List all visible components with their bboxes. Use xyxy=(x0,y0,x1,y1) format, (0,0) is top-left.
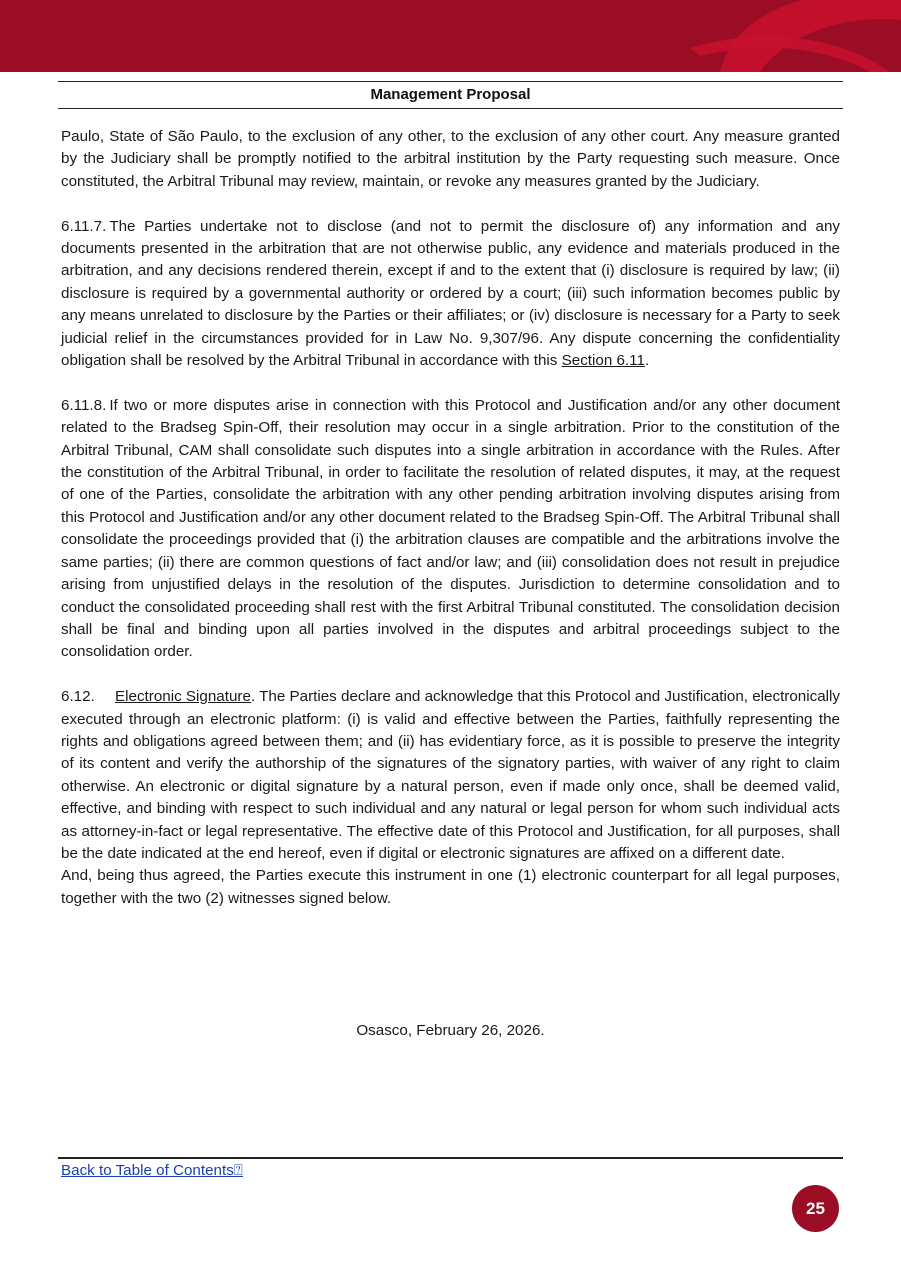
page-number: 25 xyxy=(806,1198,825,1218)
clause-number: 6.11.8. xyxy=(61,396,107,414)
back-to-toc-link[interactable] xyxy=(61,1162,243,1180)
clause-6-11-8 xyxy=(61,395,840,664)
clause-end: . xyxy=(644,352,650,370)
header-rule-top xyxy=(58,81,843,82)
brand-swoosh-icon xyxy=(0,0,901,72)
clause-text: If two or more disputes arise in connection with this Protocol and Justification and/or any other document related to the Bradseg Spin-Off, their resolution may occur in a single arbitration. Prior to the constitution of the Arbitral Tribunal, CAM shall consolidate such disputes into a single arbitration in accordance with the Rules. After the constitution of the Arbitral Tribunal, in order to facilitate the resolution of related disputes, it may, at the request of one of the Parties, consolidate the arbitration with any other pending arbitration involving disputes arising from this Protocol and Justification and/or any other document related to the Bradseg Spin-Off. The Arbitral Tribunal shall consolidate the proceedings provided that (i) the arbitration clauses are compatible and the arbitrations involve the same parties; (ii) there are common questions of fact and/or law; and (iii) consolidation does not result in prejudice arising from unjustified delays in the resolution of the disputes. Jurisdiction to determine consolidation and to conduct the consolidated proceeding shall rest with the first Arbitral Tribunal constituted. The consolidation decision shall be final and binding upon all parties involved in the disputes and arbitral proceedings subject to the consolidation order. xyxy=(61,396,840,661)
clause-6-12 xyxy=(61,686,840,865)
section-reference-link[interactable]: Section 6.11 xyxy=(561,352,645,370)
header-rule-bottom xyxy=(58,108,843,109)
page-number-badge xyxy=(792,1185,839,1232)
document-body xyxy=(61,126,840,933)
clause-number: 6.11.7. xyxy=(61,217,107,235)
toc-link-label: Back to Table of Contents xyxy=(61,1162,234,1179)
page-title: Management Proposal xyxy=(370,86,531,103)
clause-text: The Parties undertake not to disclose (and not to permit the disclosure of) any information and any documents presented in the arbitration that are not otherwise public, any evidence and materials produced in the arbitration, and any decisions rendered therein, except if and to the extent that (i) disclosure is required by law; (ii) disclosure is required by a governmental authority or ordered by a court; (iii) such information becomes public by any means unrelated to disclosure by the Parties or their affiliates; or (iv) disclosure is necessary for a Party to seek judicial relief in the circumstances provided for in Law No. 9,307/96. Any dispute concerning the confidentiality obligation shall be resolved by the Arbitral Tribunal in accordance with this xyxy=(61,217,840,370)
toc-link-icon: ⍰ xyxy=(233,1162,243,1179)
paragraph-continuation: Paulo, State of São Paulo, to the exclusion of any other, to the exclusion of any other court. Any measure granted by the Judiciary shall be promptly notified to the arbitral institution by the Party requesting such measure. Once constituted, the Arbitral Tribunal may review, maintain, or revoke any measures granted by the Judiciary. xyxy=(61,128,840,190)
clause-6-11-7 xyxy=(61,216,840,373)
clause-number: 6.12. xyxy=(61,688,95,706)
clause-heading: Electronic Signature xyxy=(115,688,251,706)
place-date: Osasco, February 26, 2026. xyxy=(356,1022,545,1039)
footer-rule xyxy=(58,1157,843,1159)
closing-paragraph: And, being thus agreed, the Parties execute this instrument in one (1) electronic counterpart for all legal purposes, together with the two (2) witnesses signed below. xyxy=(61,867,840,907)
clause-text: . The Parties declare and acknowledge that this Protocol and Justification, electronically executed through an electronic platform: (i) is valid and effective between the Parties, faithfully representing the rights and obligations agreed between them; and (ii) has evidentiary force, as it is possible to preserve the integrity of its content and verify the authorship of the signatures of the signatory parties, with waiver of any right to claim otherwise. An electronic or digital signature by a natural person, even if made only once, shall be deemed valid, effective, and binding with respect to such individual and any natural or legal person for whom such individual acts as attorney-in-fact or legal representative. The effective date of this Protocol and Justification, for all purposes, shall be the date indicated at the end hereof, even if digital or electronic signatures are affixed on a different date. xyxy=(61,688,841,862)
header-banner xyxy=(0,0,901,72)
